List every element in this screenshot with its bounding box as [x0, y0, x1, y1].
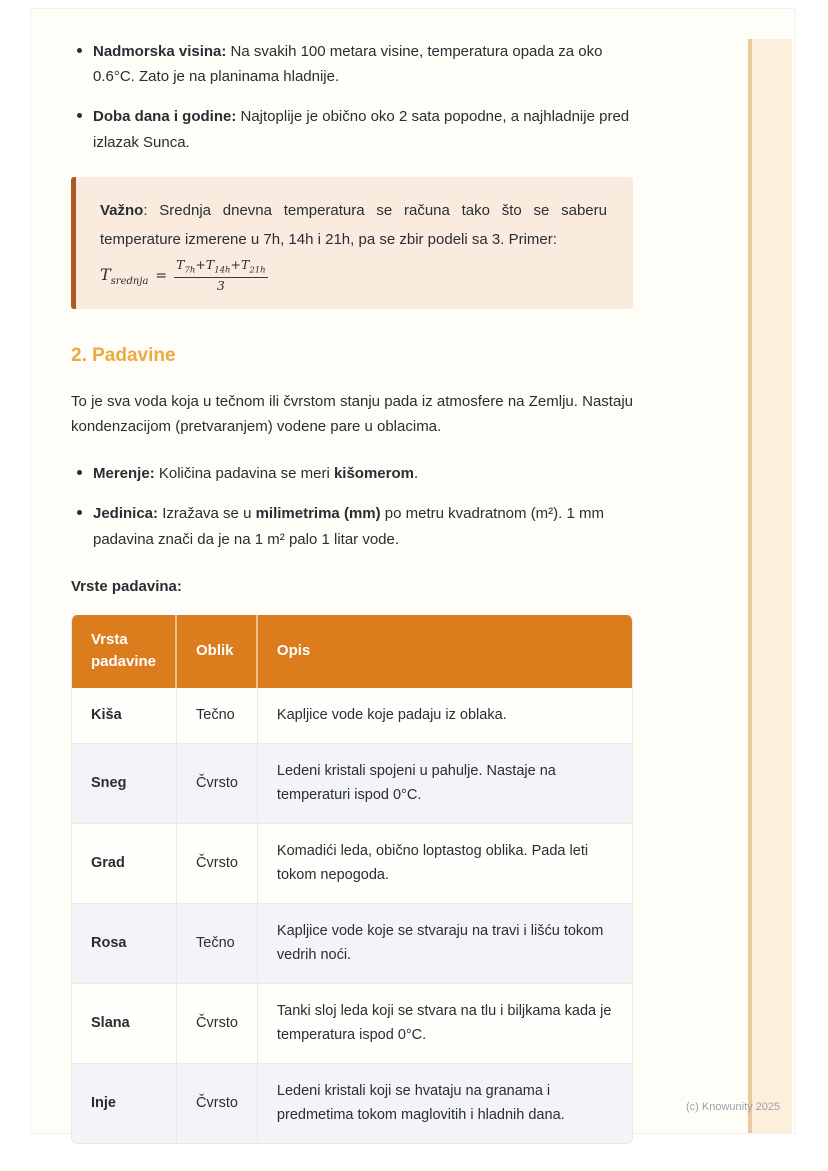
- precipitation-types-table: [71, 615, 633, 1144]
- table-row: [72, 1063, 632, 1143]
- temperature-factor-list: [71, 39, 633, 155]
- list-item-text: Na svakih 100 metara visine, temperatura opada za oko 0.6°C. Zato je na planinama hladnije.: [93, 43, 603, 86]
- list-item-text: Najtoplije je obično oko 2 sata popodne, a najhladnije pred izlazak Sunca.: [93, 108, 630, 151]
- cell-type: Grad: [72, 823, 177, 903]
- cell-form: Tečno: [177, 903, 258, 983]
- list-item-label: Doba dana i godine:: [93, 108, 237, 126]
- cell-type: Inje: [72, 1063, 177, 1143]
- table-header-row: [72, 615, 632, 688]
- cell-form: Tečno: [177, 688, 258, 743]
- cell-description: Kapljice vode koje padaju iz oblaka.: [276, 706, 507, 723]
- table-row: [72, 903, 632, 983]
- cell-type: Kiša: [72, 688, 177, 743]
- cell-type: Slana: [72, 983, 177, 1063]
- cell-description: Ledeni kristali koji se hvataju na granama i predmetima tokom maglovitih i hladnih dana.: [258, 1063, 632, 1143]
- document-page: [30, 8, 796, 1134]
- list-item: [71, 39, 633, 89]
- bullet-icon: [77, 113, 82, 118]
- precipitation-info-list: [71, 461, 633, 552]
- fraction: $\frac{T_{7h}+T_{14h}+T_{21h}}{3}$: [176, 257, 266, 294]
- cell-type: Rosa: [72, 903, 177, 983]
- bullet-icon: [77, 510, 82, 515]
- list-item-label: Jedinica:: [93, 505, 159, 523]
- bullet-icon: [77, 470, 82, 475]
- table-row: [72, 823, 632, 903]
- cell-form: Čvrsto: [177, 743, 258, 823]
- cell-type: Sneg: [72, 743, 177, 823]
- table-row: [72, 983, 632, 1063]
- list-item: Jedinica: Izražava se u milimetrima (mm) po metru kvadratnom (m²). 1 mm padavina znači da je na 1 m² palo 1 litar vode.: [71, 501, 633, 551]
- callout-text: Važno: Srednja dnevna temperatura se računa tako što se saberu temperature izmerene u 7h, 14h i 21h, pa se zbir podeli sa 3. Primer:: [100, 201, 607, 248]
- cell-description: Kapljice vode koje se stvaraju na travi i lišću tokom vedrih noći.: [258, 903, 632, 983]
- copyright-watermark: (c) Knowunity 2025: [686, 1101, 781, 1113]
- cell-description: Komadići leda, obično loptastog oblika. Pada leti tokom nepogoda.: [258, 823, 632, 903]
- list-item-label: Nadmorska visina:: [93, 43, 227, 60]
- cell-form: Čvrsto: [177, 983, 258, 1063]
- list-item: Merenje: Količina padavina se meri kišomerom.: [71, 461, 633, 486]
- mean-temperature-formula: $T_{srednja}$ = $\frac{T_{7h}+T_{14h}+T_{21h}}{3}$: [100, 257, 266, 294]
- column-header: Vrsta padavine: [72, 615, 177, 688]
- cell-form: Čvrsto: [177, 823, 258, 903]
- cell-description: Tanki sloj leda koji se stvara na tlu i biljkama kada je temperatura ispod 0°C.: [258, 983, 632, 1063]
- callout-label: Važno: [100, 201, 144, 219]
- column-header: Oblik: [177, 615, 258, 688]
- cell-description: Ledeni kristali spojeni u pahulje. Nastaje na temperaturi ispod 0°C.: [258, 743, 632, 823]
- bullet-icon: [77, 48, 82, 53]
- page-content: [31, 9, 795, 1144]
- table-row: [72, 688, 632, 743]
- list-item: [71, 104, 633, 154]
- list-item-label: Merenje:: [93, 465, 155, 483]
- section-intro-paragraph: To je sva voda koja u tečnom ili čvrstom stanju pada iz atmosfere na Zemlju. Nastaju kondenzacijom (pretvaranjem) vodene pare u oblacima.: [71, 392, 633, 436]
- important-note-callout: [71, 177, 633, 309]
- section-heading: 2. Padavine: [71, 344, 176, 366]
- table-row: [72, 743, 632, 823]
- column-header: Opis: [258, 615, 632, 688]
- cell-form: Čvrsto: [177, 1063, 258, 1143]
- table-caption: Vrste padavina:: [71, 577, 182, 595]
